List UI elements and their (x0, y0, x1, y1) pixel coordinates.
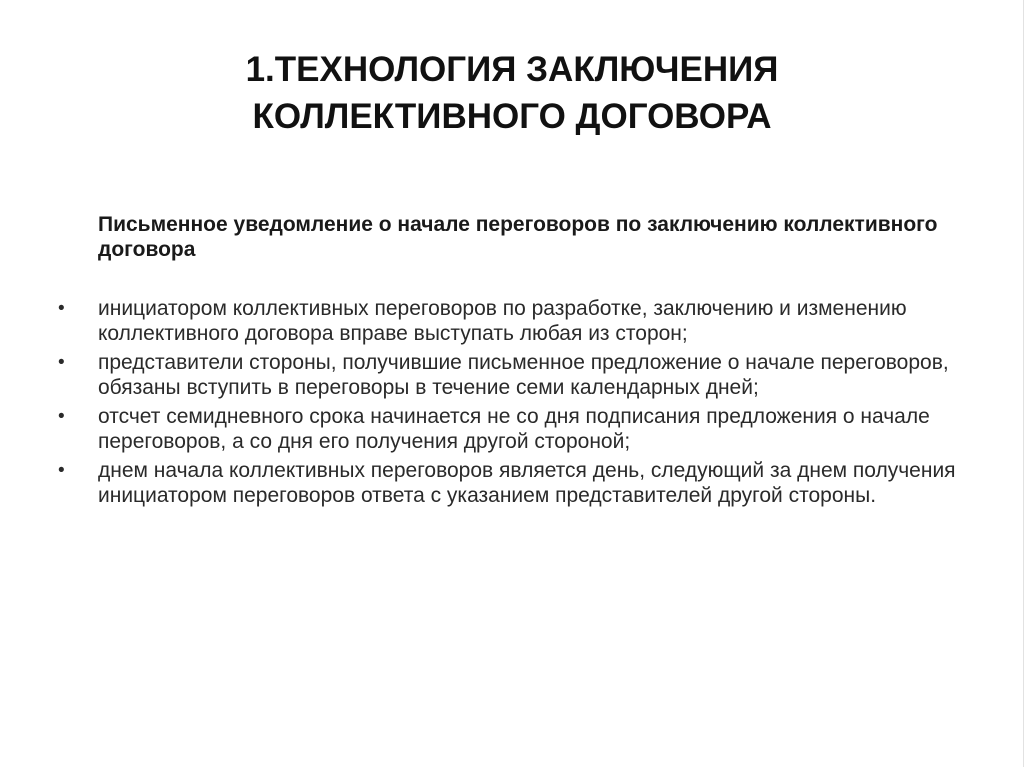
bullet-text: инициатором коллективных переговоров по разработке, заключению и изменению коллективного договора вправе выступать любая из сторон; (98, 297, 907, 345)
bullet-text: отсчет семидневного срока начинается не со дня подписания предложения о начале переговоров, а со дня его получения другой стороной; (98, 405, 930, 453)
bullet-icon: • (58, 460, 65, 481)
slide-title-line-1: 1.ТЕХНОЛОГИЯ ЗАКЛЮЧЕНИЯ (245, 50, 779, 89)
bullet-icon: • (58, 352, 65, 373)
slide-subtitle: Письменное уведомление о начале переговоров по заключению коллективного договора (98, 213, 938, 261)
bullet-item (56, 458, 976, 508)
bullet-icon: • (58, 298, 65, 319)
bullet-list (56, 296, 976, 512)
bullet-item (56, 296, 976, 346)
bullet-text: представители стороны, получившие письменное предложение о начале переговоров, обязаны вступить в переговоры в течение семи календарных дней; (98, 351, 949, 399)
bullet-item (56, 404, 976, 454)
slide-title-line-2: КОЛЛЕКТИВНОГО ДОГОВОРА (252, 97, 772, 136)
bullet-text: днем начала коллективных переговоров является день, следующий за днем получения инициатором переговоров ответа с указанием представителей другой стороны. (98, 459, 956, 507)
bullet-item (56, 350, 976, 400)
slide-title (0, 46, 1024, 140)
bullet-icon: • (58, 406, 65, 427)
